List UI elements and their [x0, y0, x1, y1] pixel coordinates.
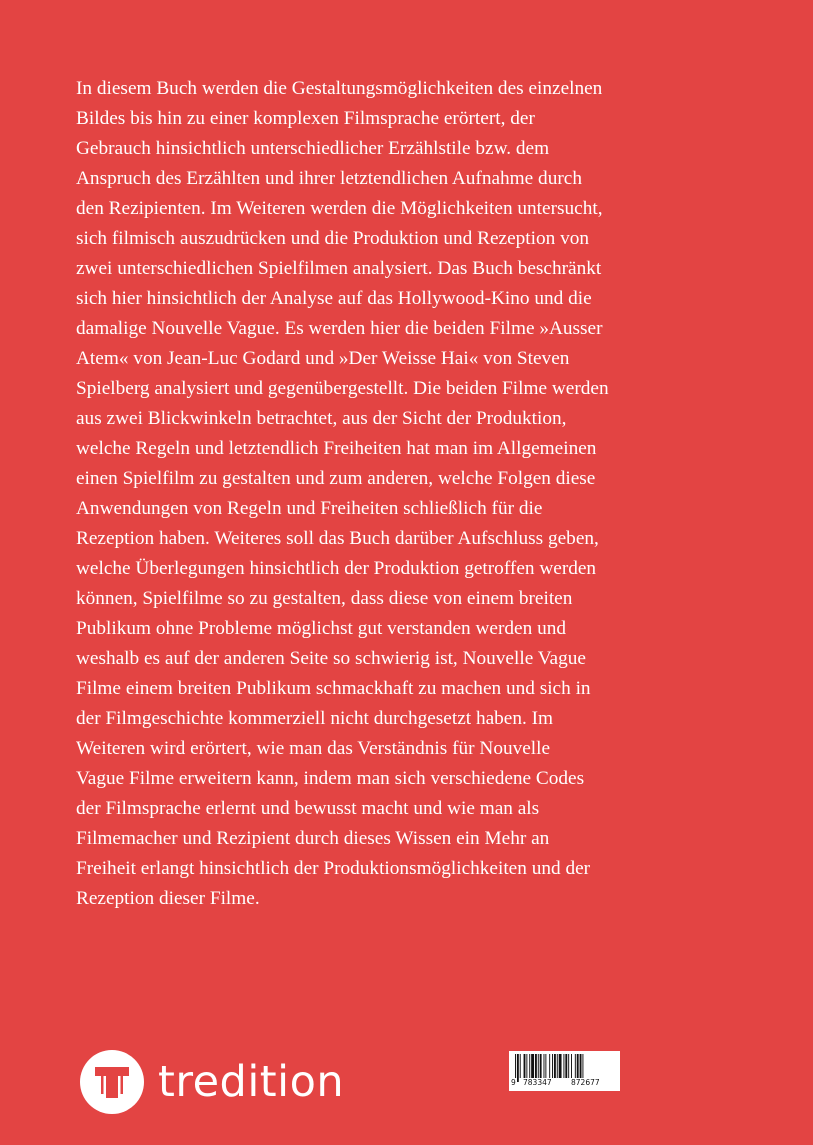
blurb-line: den Rezipienten. Im Weiteren werden die Möglichkeiten untersucht,: [76, 198, 603, 219]
barcode-digit-first: 9: [511, 1078, 516, 1087]
blurb-line: Weiteren wird erörtert, wie man das Verständnis für Nouvelle: [76, 738, 551, 759]
blurb-line: Bildes bis hin zu einer komplexen Filmsprache erörtert, der: [76, 108, 535, 129]
blurb-line: einen Spielfilm zu gestalten und zum anderen, welche Folgen diese: [76, 468, 596, 489]
tredition-logo-icon: [80, 1050, 144, 1114]
blurb-line: In diesem Buch werden die Gestaltungsmöglichkeiten des einzelnen: [76, 78, 603, 99]
blurb-line: Anwendungen von Regeln und Freiheiten schließlich für die: [76, 498, 543, 519]
barcode-digits-left: 783347: [523, 1078, 552, 1087]
blurb-line: Filmemacher und Rezipient durch dieses Wissen ein Mehr an: [76, 828, 550, 849]
barcode-digits-right: 872677: [571, 1078, 600, 1087]
publisher-name: tredition: [158, 1057, 345, 1107]
blurb-line: sich filmisch auszudrücken und die Produktion und Rezeption von: [76, 228, 590, 249]
isbn-barcode: [509, 1051, 620, 1091]
blurb-line: zwei unterschiedlichen Spielfilmen analysiert. Das Buch beschränkt: [76, 258, 602, 279]
blurb-line: Gebrauch hinsichtlich unterschiedlicher Erzählstile bzw. dem: [76, 138, 550, 159]
blurb-line: Anspruch des Erzählten und ihrer letztendlichen Aufnahme durch: [76, 168, 582, 189]
blurb-line: Spielberg analysiert und gegenübergestellt. Die beiden Filme werden: [76, 378, 609, 399]
publisher-logo: [80, 1050, 344, 1114]
blurb-line: Atem« von Jean-Luc Godard und »Der Weisse Hai« von Steven: [76, 348, 570, 369]
blurb-text: [76, 74, 716, 914]
blurb-line: welche Überlegungen hinsichtlich der Produktion getroffen werden: [76, 558, 597, 579]
blurb-line: Publikum ohne Probleme möglichst gut verstanden werden und: [76, 618, 566, 639]
blurb-line: damalige Nouvelle Vague. Es werden hier die beiden Filme »Ausser: [76, 318, 603, 339]
blurb-line: Rezeption haben. Weiteres soll das Buch darüber Aufschluss geben,: [76, 528, 599, 549]
blurb-line: Filme einem breiten Publikum schmackhaft zu machen und sich in: [76, 678, 591, 699]
blurb-line: Freiheit erlangt hinsichtlich der Produktionsmöglichkeiten und der: [76, 858, 591, 879]
blurb-line: welche Regeln und letztendlich Freiheiten hat man im Allgemeinen: [76, 438, 597, 459]
blurb-line: der Filmsprache erlernt und bewusst macht und wie man als: [76, 798, 540, 819]
blurb-line: der Filmgeschichte kommerziell nicht durchgesetzt haben. Im: [76, 708, 554, 729]
blurb-line: Vague Filme erweitern kann, indem man sich verschiedene Codes: [76, 768, 585, 789]
blurb-line: sich hier hinsichtlich der Analyse auf das Hollywood-Kino und die: [76, 288, 592, 309]
blurb-line: weshalb es auf der anderen Seite so schwierig ist, Nouvelle Vague: [76, 648, 586, 669]
blurb-line: können, Spielfilme so zu gestalten, dass diese von einem breiten: [76, 588, 573, 609]
blurb-line: Rezeption dieser Filme.: [76, 888, 260, 909]
blurb-line: aus zwei Blickwinkeln betrachtet, aus der Sicht der Produktion,: [76, 408, 567, 429]
